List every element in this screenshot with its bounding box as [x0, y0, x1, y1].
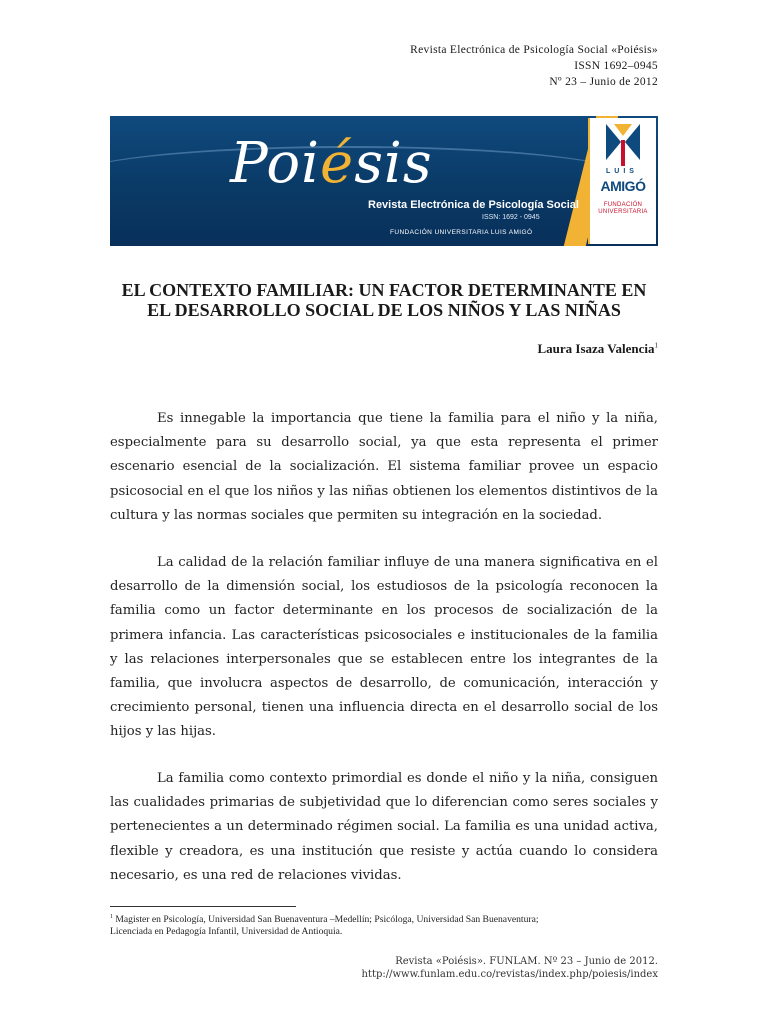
university-emblem-icon: [604, 124, 642, 168]
page-footer: [361, 955, 658, 981]
brand-logo-text: Poiésis: [230, 131, 433, 196]
journal-issue: Nº 23 – Junio de 2012: [549, 76, 658, 88]
logo-luis: LUIS: [606, 168, 638, 175]
journal-banner: [110, 116, 658, 246]
banner-issn: ISSN: 1692 - 0945: [482, 214, 540, 221]
footnote: $^1$ Magister en Psicología, Universidad San Buenaventura –Medellín; Psicóloga, Universidad San Buenaventura; Licenciada en Pedagogía Infantil, Universidad de Antioquia.: [110, 914, 539, 937]
journal-name: Revista Electrónica de Psicología Social «Poiésis»: [410, 44, 658, 56]
footnote-ref: 1: [654, 341, 658, 350]
body-paragraph: La calidad de la relación familiar influye de una manera significativa en el desarrollo de la dimensión social, los estudiosos de la psicología reconocen la familia como un factor determinante en los procesos de socialización de la primera infancia. Las características psicosociales e institucionales de la familia y las relaciones interpersonales que se establecen entre los integrantes de la familia, que involucra aspectos de desarrollo, de comunicación, interacción y crecimiento personal, tienen una influencia directa en el desarrollo social de los hijos y las hijas.: [110, 555, 658, 740]
article-author: Laura Isaza Valencia$^1$: [537, 341, 658, 356]
logo-fundacion: FUNDACIÓN UNIVERSITARIA: [598, 202, 648, 215]
article-title: EL CONTEXTO FAMILIAR: UN FACTOR DETERMINANTE EN EL DESARROLLO SOCIAL DE LOS NIÑOS Y LAS NIÑAS: [121, 280, 647, 320]
journal-header: [410, 42, 658, 90]
banner-foundation: FUNDACIÓN UNIVERSITARIA LUIS AMIGÓ: [390, 229, 533, 236]
banner-subtitle: Revista Electrónica de Psicología Social: [368, 199, 579, 211]
footer-url: http://www.funlam.edu.co/revistas/index.php/poiesis/index: [361, 969, 658, 980]
journal-issn: ISSN 1692–0945: [574, 60, 658, 72]
university-logo: [588, 118, 656, 244]
footer-citation: Revista «Poiésis». FUNLAM. Nº 23 – Junio de 2012.: [395, 956, 658, 967]
footnote-divider: [110, 906, 296, 907]
body-paragraph: La familia como contexto primordial es donde el niño y la niña, consiguen las cualidades primarias de subjetividad que lo diferencian como seres sociales y pertenecientes a un determinado régimen social. La familia es una unidad activa, flexible y creadora, es una institución que resiste y actúa cuando lo considera necesario, es una red de relaciones vividas.: [110, 771, 658, 883]
body-paragraph: Es innegable la importancia que tiene la familia para el niño y la niña, especialmente para su desarrollo social, ya que esta representa el primer escenario esencial de la socialización. El sistema familiar provee un espacio psicosocial en el que los niños y las niñas obtienen los elementos distintivos de la cultura y las normas sociales que permiten su integración en la sociedad.: [110, 411, 658, 523]
logo-amigo: AMIGÓ: [600, 178, 646, 194]
